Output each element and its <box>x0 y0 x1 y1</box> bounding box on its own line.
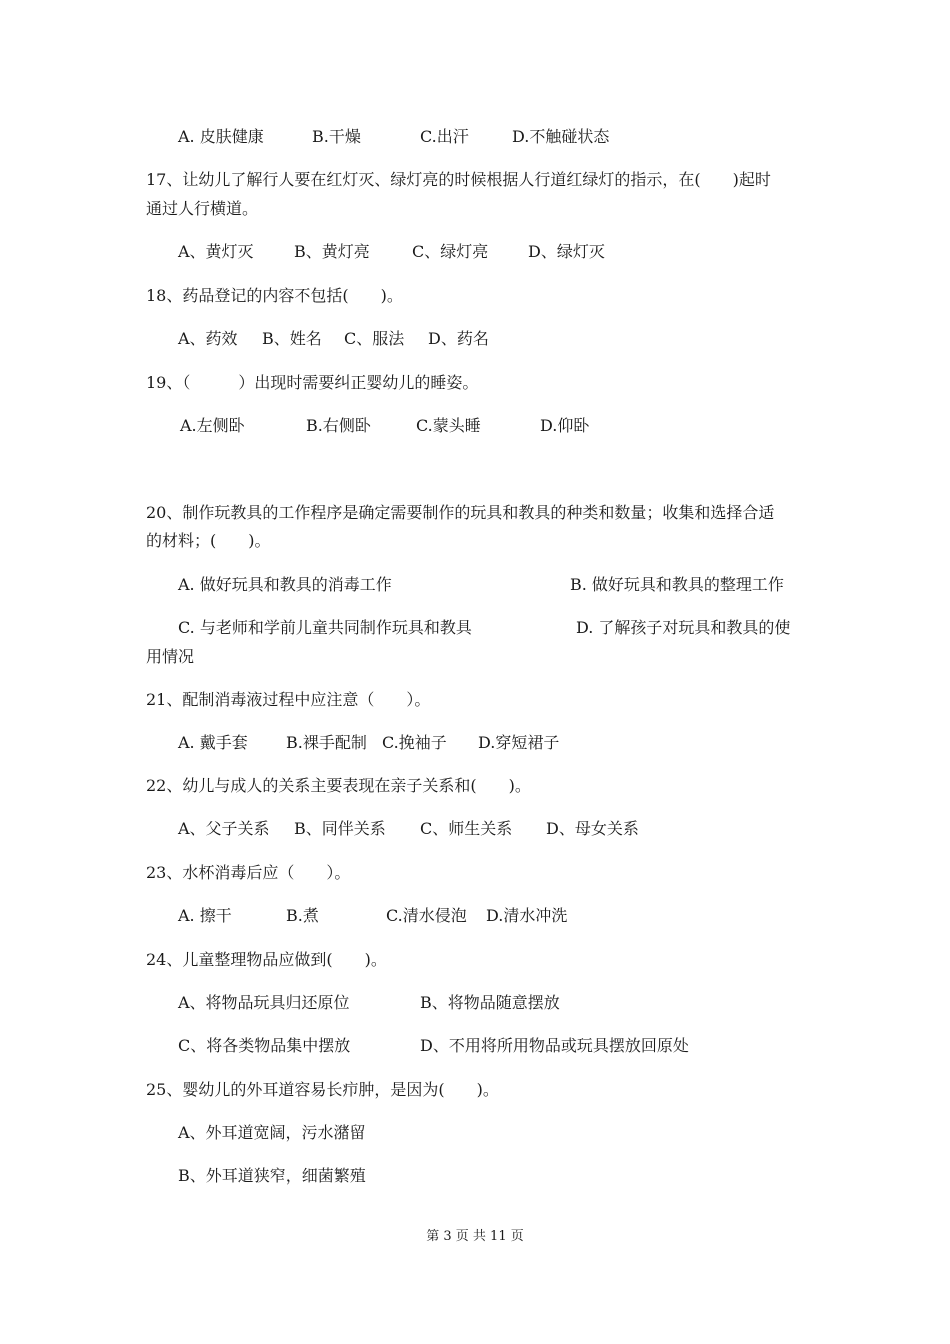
option-a: A、将物品玩具归还原位 <box>178 993 350 1012</box>
option-a: A. 做好玩具和教具的消毒工作 <box>178 575 392 594</box>
q20-option-d-cont: 用情况 <box>146 647 195 666</box>
option-b: B.煮 <box>286 906 319 925</box>
option-d: D、药名 <box>428 329 489 348</box>
question-25-stem: 25、婴幼儿的外耳道容易长疖肿，是因为( )。 <box>146 1080 499 1099</box>
option-c: C、服法 <box>344 329 405 348</box>
q25-option-a: A、外耳道宽阔，污水潴留 <box>178 1123 366 1142</box>
option-d: D.清水冲洗 <box>486 906 568 925</box>
question-18-stem: 18、药品登记的内容不包括( )。 <box>146 286 403 305</box>
question-23-stem: 23、水杯消毒后应（ ）。 <box>146 863 351 882</box>
question-17-stem: 17、让幼儿了解行人要在红灯灭、绿灯亮的时候根据人行道红绿灯的指示，在( )起时 <box>146 170 771 189</box>
option-d: D、不用将所用物品或玩具摆放回原处 <box>420 1036 689 1055</box>
option-a: A.左侧卧 <box>180 416 245 435</box>
q25-option-b: B、外耳道狭窄，细菌繁殖 <box>178 1166 366 1185</box>
option-b: B、将物品随意摆放 <box>420 993 560 1012</box>
option-d: D.穿短裙子 <box>478 733 560 752</box>
option-c: C.蒙头睡 <box>416 416 481 435</box>
option-d: D、母女关系 <box>546 819 639 838</box>
option-a: A. 皮肤健康 <box>178 127 264 146</box>
option-c: C、绿灯亮 <box>412 242 489 261</box>
option-a: A. 擦干 <box>178 906 232 925</box>
option-c: C.清水侵泡 <box>386 906 467 925</box>
option-b: B、同伴关系 <box>294 819 386 838</box>
option-c: C、师生关系 <box>420 819 513 838</box>
question-20-stem: 20、制作玩教具的工作程序是确定需要制作的玩具和教具的种类和数量；收集和选择合适 <box>146 503 775 522</box>
option-d: D.仰卧 <box>540 416 590 435</box>
option-a: A、黄灯灭 <box>178 242 254 261</box>
option-b: B.右侧卧 <box>306 416 371 435</box>
question-20-stem-cont: 的材料；( )。 <box>146 531 271 550</box>
option-b: B.干燥 <box>312 127 361 146</box>
option-c: C.挽袖子 <box>382 733 447 752</box>
option-a: A、药效 <box>178 329 238 348</box>
option-b: B、姓名 <box>262 329 322 348</box>
option-d: D.不触碰状态 <box>512 127 610 146</box>
option-c: C. 与老师和学前儿童共同制作玩具和教具 <box>178 618 472 637</box>
option-b: B、黄灯亮 <box>294 242 370 261</box>
option-c: C.出汗 <box>420 127 469 146</box>
question-22-stem: 22、幼儿与成人的关系主要表现在亲子关系和( )。 <box>146 776 531 795</box>
option-b: B. 做好玩具和教具的整理工作 <box>570 575 784 594</box>
question-19-stem: 19、（ ）出现时需要纠正婴幼儿的睡姿。 <box>146 373 479 392</box>
option-d: D. 了解孩子对玩具和教具的使 <box>576 618 791 637</box>
question-17-stem-cont: 通过人行横道。 <box>146 199 259 218</box>
option-c: C、将各类物品集中摆放 <box>178 1036 351 1055</box>
page-number-footer: 第 3 页 共 11 页 <box>426 1229 524 1244</box>
question-24-stem: 24、儿童整理物品应做到( )。 <box>146 950 387 969</box>
option-a: A、父子关系 <box>178 819 270 838</box>
option-b: B.裸手配制 <box>286 733 367 752</box>
option-a: A. 戴手套 <box>178 733 248 752</box>
question-21-stem: 21、配制消毒液过程中应注意（ ）。 <box>146 690 431 709</box>
option-d: D、绿灯灭 <box>528 242 605 261</box>
